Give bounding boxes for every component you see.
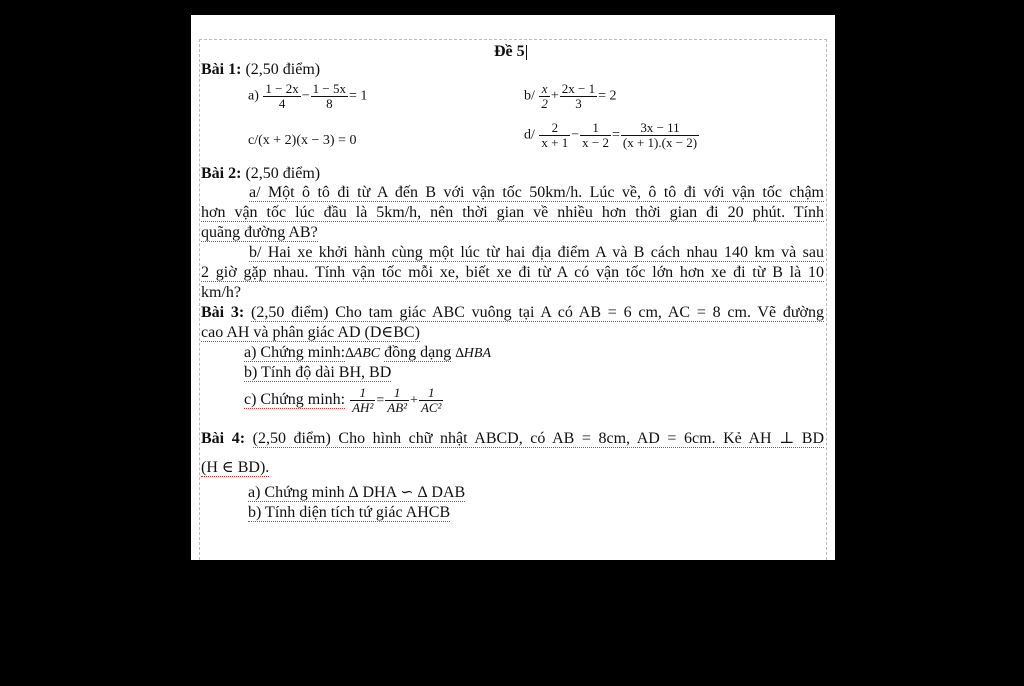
bai2-a-line1: a/ Một ô tô đi từ A đến B với vận tốc 50km/h. Lúc về, ô tô đi với vận tốc chậm [249, 184, 824, 201]
bai3-part-b: b) Tính độ dài BH, BD [244, 364, 392, 381]
bai3-line1: Bài 3: (2,50 điểm) Cho tam giác ABC vuông tại A có AB = 6 cm, AC = 8 cm. Vẽ đường [201, 304, 825, 321]
bai1-part-d: d/ $\frac{2}{x + 1}$ − $\frac{1}{x - 2}$ = $\frac{3x - 11}{(x + 1).(x - 2)}$ [524, 120, 698, 150]
text-cursor [526, 45, 527, 60]
fraction: $\frac{1 - 2x}{4}$ [265, 81, 299, 111]
bai1-heading: Bài 1: (2,50 điểm) [201, 61, 321, 78]
bai4-part-a: a) Chứng minh ∆ DHA ∽ ∆ DAB [248, 484, 466, 501]
bai1-part-a: a) $\frac{1 - 2x}{4}$ − $\frac{1 - 5x}{8}$ = 1 [248, 81, 368, 111]
bai3-part-a: a) Chứng minh:∆ABC đồng dạng ∆HBA [244, 344, 492, 361]
bai1-part-c: c/(x + 2)(x − 3) = 0 [248, 133, 357, 148]
fraction: $\frac{1}{\text{AC²}}$ [420, 385, 442, 415]
bai2-heading: Bài 2: (2,50 điểm) [201, 165, 321, 182]
bai2-a-line2: hơn vận tốc lúc đầu là 5km/h, nên thời gian về nhiều hơn thời gian đi 20 phút. Tính [201, 204, 824, 221]
exam-page [191, 15, 835, 560]
fraction: $\frac{1 - 5x}{8}$ [312, 81, 346, 111]
bai3-part-c: c) Chứng minh: $\frac{1}{\text{AH²}}$ = $\frac{1}{\text{AB²}}$ + $\frac{1}{\text{AC²}}$ [244, 385, 442, 415]
bai3-line2: cao AH và phân giác AD (D∈BC) [201, 324, 420, 341]
page-border [199, 39, 827, 560]
bai4-line1: Bài 4: (2,50 điểm) Cho hình chữ nhật ABCD, có AB = 8cm, AD = 6cm. Kẻ AH ⊥ BD [201, 430, 825, 447]
fraction: $\frac{3x - 11}{(x + 1).(x - 2)}$ [622, 120, 698, 150]
bai4-line2: (H ∈ BD). [201, 459, 270, 476]
fraction: $\frac{1}{\text{AH²}}$ [352, 385, 374, 415]
fraction: $\frac{1}{\text{AB²}}$ [387, 385, 408, 415]
bai4-part-b: b) Tính diện tích tứ giác AHCB [248, 504, 451, 521]
fraction: $\frac{2}{x + 1}$ [541, 120, 569, 150]
exam-title: Đề 5 [494, 43, 525, 60]
fraction: $\frac{x}{2}$ [541, 81, 548, 111]
fraction: $\frac{1}{x - 2}$ [582, 120, 609, 150]
bai2-a-line3: quãng đường AB? [201, 224, 318, 241]
bai2-b-line1: b/ Hai xe khởi hành cùng một lúc từ hai địa điểm A và B cách nhau 140 km và sau [249, 244, 824, 261]
bai2-b-line3: km/h? [201, 284, 241, 301]
fraction: $\frac{2x - 1}{3}$ [561, 81, 596, 111]
bai1-part-b: b/ $\frac{x}{2}$ + $\frac{2x - 1}{3}$ = 2 [524, 81, 617, 111]
bai2-b-line2: 2 giờ gặp nhau. Tính vận tốc mỗi xe, biết xe đi từ A có vận tốc lớn hơn xe đi từ B là 10 [201, 264, 824, 281]
